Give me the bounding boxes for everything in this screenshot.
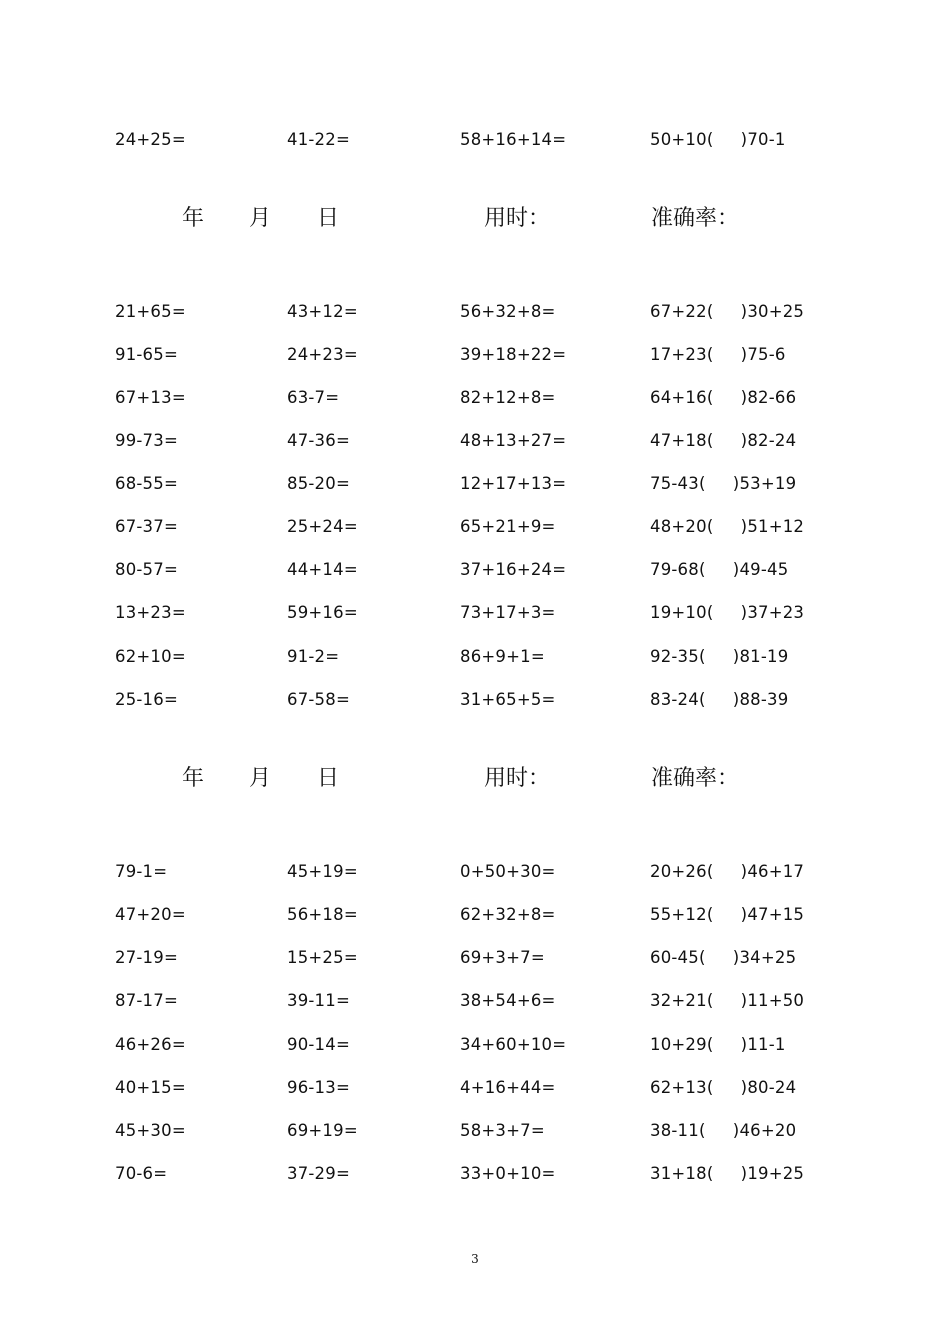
problem-compare: 19+10( )37+23 [650, 603, 805, 622]
year-label: 年 [182, 206, 205, 231]
problem-add-sub: 25-16= [115, 690, 178, 709]
problem-row [0, 1033, 950, 1057]
problem-add-sub: 40+15= [115, 1078, 186, 1097]
problem-three-term: 34+60+10= [460, 1035, 567, 1054]
page-number: 3 [471, 1252, 479, 1266]
problem-three-term: 82+12+8= [460, 388, 556, 407]
problem-compare: 60-45( )34+25 [650, 948, 797, 967]
problem-compare: 20+26( )46+17 [650, 862, 805, 881]
problem-three-term: 37+16+24= [460, 560, 567, 579]
problem-add-sub: 69+19= [287, 1121, 358, 1140]
problem-add-sub: 45+30= [115, 1121, 186, 1140]
problem-add-sub: 67+13= [115, 388, 186, 407]
problem-three-term: 0+50+30= [460, 862, 556, 881]
problem-three-term: 33+0+10= [460, 1164, 556, 1183]
problem-row [0, 386, 950, 410]
problem-row [0, 946, 950, 970]
problem-add-sub: 67-58= [287, 690, 350, 709]
problem-row [0, 343, 950, 367]
problem-three-term: 58+16+14= [460, 130, 567, 149]
problem-add-sub: 85-20= [287, 474, 350, 493]
problem-three-term: 73+17+3= [460, 603, 556, 622]
problem-three-term: 4+16+44= [460, 1078, 556, 1097]
problem-add-sub: 13+23= [115, 603, 186, 622]
problem-row [0, 1119, 950, 1143]
problem-add-sub: 47+20= [115, 905, 186, 924]
problem-add-sub: 21+65= [115, 302, 186, 321]
problem-row [0, 601, 950, 625]
problem-add-sub: 79-1= [115, 862, 168, 881]
problem-three-term: 38+54+6= [460, 991, 556, 1010]
accuracy-label: 准确率： [651, 206, 740, 231]
problem-three-term: 69+3+7= [460, 948, 545, 967]
problem-row [0, 1162, 950, 1186]
problem-row [0, 645, 950, 669]
problem-row [0, 300, 950, 324]
time-used-label: 用时： [484, 206, 551, 231]
problem-compare: 92-35( )81-19 [650, 647, 789, 666]
problem-compare: 31+18( )19+25 [650, 1164, 805, 1183]
problem-row [0, 515, 950, 539]
section-header [0, 202, 950, 236]
problem-add-sub: 45+19= [287, 862, 358, 881]
problem-add-sub: 87-17= [115, 991, 178, 1010]
problem-row [0, 688, 950, 712]
section-header [0, 762, 950, 796]
problem-compare: 67+22( )30+25 [650, 302, 805, 321]
problem-add-sub: 47-36= [287, 431, 350, 450]
problem-add-sub: 56+18= [287, 905, 358, 924]
month-label: 月 [249, 206, 272, 231]
problem-three-term: 39+18+22= [460, 345, 567, 364]
problem-three-term: 31+65+5= [460, 690, 556, 709]
problem-row [0, 429, 950, 453]
problem-row [0, 558, 950, 582]
problem-three-term: 48+13+27= [460, 431, 567, 450]
problem-add-sub: 63-7= [287, 388, 340, 407]
problem-compare: 64+16( )82-66 [650, 388, 797, 407]
problem-compare: 55+12( )47+15 [650, 905, 805, 924]
problem-compare: 10+29( )11-1 [650, 1035, 786, 1054]
problem-add-sub: 44+14= [287, 560, 358, 579]
problem-add-sub: 24+23= [287, 345, 358, 364]
problem-row [0, 860, 950, 884]
problem-add-sub: 80-57= [115, 560, 178, 579]
problem-three-term: 86+9+1= [460, 647, 545, 666]
problem-add-sub: 43+12= [287, 302, 358, 321]
problem-row [0, 903, 950, 927]
problem-three-term: 12+17+13= [460, 474, 567, 493]
problem-add-sub: 99-73= [115, 431, 178, 450]
problem-row [0, 989, 950, 1013]
problem-add-sub: 41-22= [287, 130, 350, 149]
problem-compare: 50+10( )70-1 [650, 130, 786, 149]
day-label: 日 [317, 206, 340, 231]
problem-compare: 83-24( )88-39 [650, 690, 789, 709]
day-label: 日 [317, 766, 340, 791]
problem-add-sub: 62+10= [115, 647, 186, 666]
problem-three-term: 62+32+8= [460, 905, 556, 924]
year-label: 年 [182, 766, 205, 791]
problem-compare: 62+13( )80-24 [650, 1078, 797, 1097]
problem-add-sub: 46+26= [115, 1035, 186, 1054]
problem-compare: 79-68( )49-45 [650, 560, 789, 579]
problem-compare: 75-43( )53+19 [650, 474, 797, 493]
problem-row [0, 472, 950, 496]
problem-add-sub: 96-13= [287, 1078, 350, 1097]
problem-compare: 17+23( )75-6 [650, 345, 786, 364]
problem-row [0, 128, 950, 152]
problem-add-sub: 25+24= [287, 517, 358, 536]
problem-compare: 38-11( )46+20 [650, 1121, 797, 1140]
problem-add-sub: 24+25= [115, 130, 186, 149]
problem-add-sub: 91-2= [287, 647, 340, 666]
problem-add-sub: 27-19= [115, 948, 178, 967]
problem-three-term: 58+3+7= [460, 1121, 545, 1140]
problem-add-sub: 67-37= [115, 517, 178, 536]
problem-add-sub: 39-11= [287, 991, 350, 1010]
problem-compare: 47+18( )82-24 [650, 431, 797, 450]
problem-add-sub: 15+25= [287, 948, 358, 967]
problem-add-sub: 59+16= [287, 603, 358, 622]
problem-add-sub: 90-14= [287, 1035, 350, 1054]
problem-compare: 32+21( )11+50 [650, 991, 805, 1010]
problem-add-sub: 91-65= [115, 345, 178, 364]
problem-row [0, 1076, 950, 1100]
problem-add-sub: 70-6= [115, 1164, 168, 1183]
problem-three-term: 56+32+8= [460, 302, 556, 321]
accuracy-label: 准确率： [651, 766, 740, 791]
problem-three-term: 65+21+9= [460, 517, 556, 536]
problem-compare: 48+20( )51+12 [650, 517, 805, 536]
time-used-label: 用时： [484, 766, 551, 791]
problem-add-sub: 37-29= [287, 1164, 350, 1183]
problem-add-sub: 68-55= [115, 474, 178, 493]
month-label: 月 [249, 766, 272, 791]
